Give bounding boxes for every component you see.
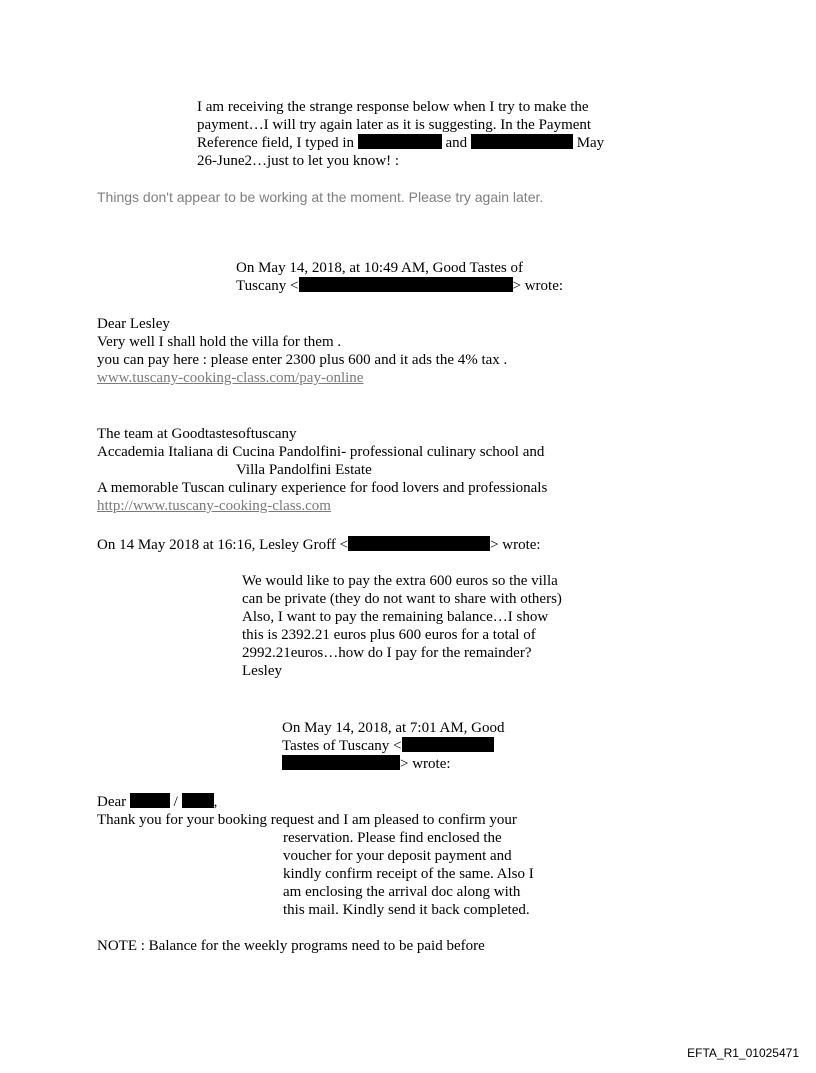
reply2-line3: voucher for your deposit payment and xyxy=(283,848,512,864)
reply1-line1: Very well I shall hold the villa for them . xyxy=(97,334,342,350)
reply2-note: NOTE : Balance for the weekly programs need to be paid before xyxy=(97,938,485,954)
reply2-line2: reservation. Please find enclosed the xyxy=(283,830,502,846)
quote1-header xyxy=(236,259,563,295)
quote3-header xyxy=(282,719,505,773)
para2-line3: Also, I want to pay the remaining balance…I show xyxy=(242,609,549,625)
signature-line4: A memorable Tuscan culinary experience for food lovers and professionals xyxy=(97,480,548,496)
dear-text: Dear xyxy=(97,794,127,810)
para1-line3-text-a: Reference field, I typed in xyxy=(197,135,355,151)
para2-line1: We would like to pay the extra 600 euros so the villa xyxy=(242,573,558,589)
website-link[interactable]: http://www.tuscany-cooking-class.com xyxy=(97,498,331,514)
redaction-box xyxy=(130,793,170,808)
signature-line3: Villa Pandolfini Estate xyxy=(236,462,372,478)
quote2-text-a: On 14 May 2018 at 16:16, Lesley Groff < xyxy=(97,537,349,553)
error-message: Things don't appear to be working at the moment. Please try again later. xyxy=(97,189,544,205)
redaction-box xyxy=(182,793,214,808)
quote3-text-a: Tastes of Tuscany < xyxy=(282,738,402,754)
para1-line3-text-c: May xyxy=(576,135,605,151)
reply1-line2: you can pay here : please enter 2300 plus 600 and it ads the 4% tax . xyxy=(97,352,508,368)
reply1-greeting: Dear Lesley xyxy=(97,316,170,332)
reply2 xyxy=(97,793,534,955)
quote3-line2 xyxy=(282,737,505,755)
redaction-box xyxy=(402,737,494,752)
para1-line3-text-b: and xyxy=(445,135,468,151)
quote3-text-b: > wrote: xyxy=(400,756,451,772)
signature xyxy=(97,425,547,515)
reply1 xyxy=(97,315,507,387)
slash-text: / xyxy=(173,794,178,810)
quote3-line3 xyxy=(282,755,505,773)
signature-line1: The team at Goodtastesoftuscany xyxy=(97,426,297,442)
para2-line6: Lesley xyxy=(242,663,282,679)
redaction-box xyxy=(282,755,400,770)
signature-line2: Accademia Italiana di Cucina Pandolfini- professional culinary school and xyxy=(97,444,545,460)
quote1-line2 xyxy=(236,277,563,295)
para2-line5: 2992.21euros…how do I pay for the remainder? xyxy=(242,645,532,661)
reply2-line4: kindly confirm receipt of the same. Also I xyxy=(283,866,534,882)
redaction-box xyxy=(348,536,490,551)
document-id: EFTA_R1_01025471 xyxy=(687,1046,799,1060)
para2-line2: can be private (they do not want to share with others) xyxy=(242,591,562,607)
quote1-text-a: Tuscany < xyxy=(236,278,299,294)
reply2-line1: Thank you for your booking request and I am pleased to confirm your xyxy=(97,812,517,828)
reply2-greeting xyxy=(97,793,534,811)
para1-line3 xyxy=(197,134,604,152)
para2 xyxy=(242,572,562,680)
redaction-box xyxy=(471,134,573,149)
reply2-line6: this mail. Kindly send it back completed. xyxy=(283,902,530,918)
comma-text: , xyxy=(213,794,218,810)
reply2-line5: am enclosing the arrival doc along with xyxy=(283,884,521,900)
para1-line2: payment…I will try again later as it is suggesting. In the Payment xyxy=(197,117,592,133)
quote1-text-b: > wrote: xyxy=(512,278,564,294)
para2-line4: this is 2392.21 euros plus 600 euros for a total of xyxy=(242,627,536,643)
quote2-header xyxy=(97,536,541,554)
para1-line4: 26-June2…just to let you know! : xyxy=(197,153,400,169)
quote3-line1: On May 14, 2018, at 7:01 AM, Good xyxy=(282,720,505,736)
quote2-text-b: > wrote: xyxy=(490,537,541,553)
pay-online-link[interactable]: www.tuscany-cooking-class.com/pay-online xyxy=(97,370,364,386)
para1-line1: I am receiving the strange response below when I try to make the xyxy=(197,99,589,115)
quote1-line1: On May 14, 2018, at 10:49 AM, Good Tastes of xyxy=(236,260,523,276)
redaction-box xyxy=(358,134,442,149)
para1 xyxy=(197,98,604,170)
redaction-box xyxy=(299,277,513,292)
